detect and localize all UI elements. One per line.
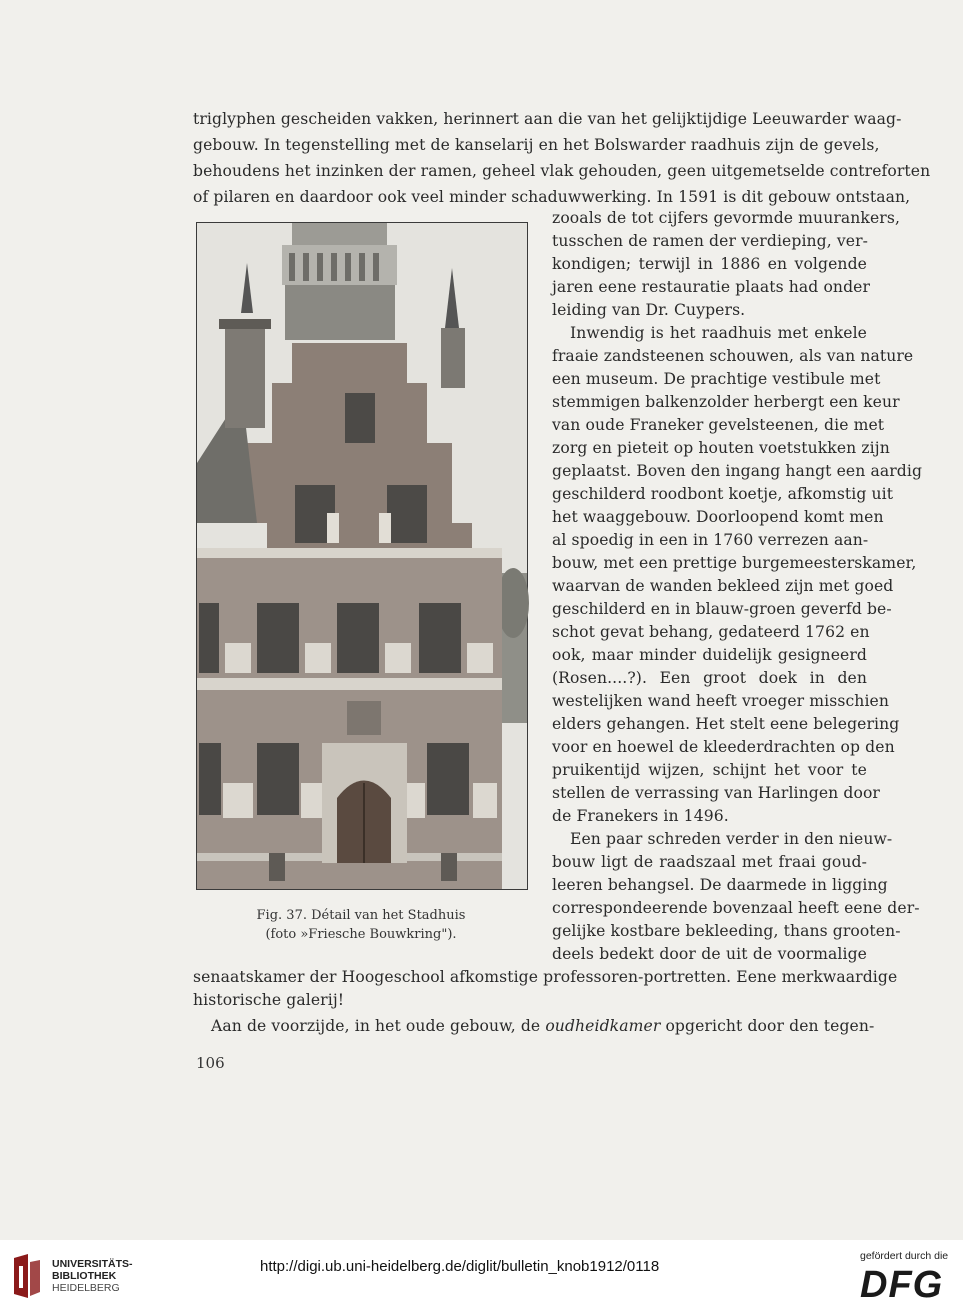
body-text-line: van oude Franeker gevelsteenen, die met xyxy=(552,416,885,434)
body-text-line: correspondeerende bovenzaal heeft eene der- xyxy=(552,899,920,917)
body-text-line: Inwendig is het raadhuis met enkele xyxy=(570,324,867,342)
body-text-line: gelijke kostbare bekleeding, thans grooten- xyxy=(552,922,901,940)
body-text-line: triglyphen gescheiden vakken, herinnert aan die van het gelijktijdige Leeuwarder waag- xyxy=(193,110,902,128)
body-text-line: zorg en pieteit op houten voetstukken zijn xyxy=(552,439,890,457)
body-text-line: Een paar schreden verder in den nieuw- xyxy=(570,830,893,848)
body-text-line: ook, maar minder duidelijk gesigneerd xyxy=(552,646,867,664)
body-text-line: een museum. De prachtige vestibule met xyxy=(552,370,881,388)
body-text-line: waarvan de wanden bekleed zijn met goed xyxy=(552,577,894,595)
body-text-line: stemmigen balkenzolder herbergt een keur xyxy=(552,393,900,411)
digitization-footer xyxy=(0,1240,963,1312)
body-text-line: bouw, met een prettige burgemeesterskamer, xyxy=(552,554,917,572)
library-name xyxy=(52,1258,133,1294)
body-text-line: of pilaren en daardoor ook veel minder schaduwwerking. In 1591 is dit gebouw ontstaan, xyxy=(193,188,911,206)
body-text-line: de Franekers in 1496. xyxy=(552,807,729,825)
body-text-line: jaren eene restauratie plaats had onder xyxy=(552,278,871,296)
figure-caption-line-2: (foto »Friesche Bouwkring"). xyxy=(265,927,457,942)
body-text-line: historische galerij! xyxy=(193,991,345,1009)
body-text-line: leiding van Dr. Cuypers. xyxy=(552,301,746,319)
body-text-line: voor en hoewel de kleederdrachten op den xyxy=(552,738,895,756)
body-text-line: leeren behangsel. De daarmede in ligging xyxy=(552,876,888,894)
body-text-line: zooals de tot cijfers gevormde muurankers, xyxy=(552,209,901,227)
library-name-line-1: UNIVERSITÄTS- xyxy=(52,1258,133,1270)
body-text-line: fraaie zandsteenen schouwen, als van nature xyxy=(552,347,914,365)
body-text-line-last: Aan de voorzijde, in het oude gebouw, de oudheidkamer opgericht door den tegen- xyxy=(211,1017,875,1035)
body-text-line: schot gevat behang, gedateerd 1762 en xyxy=(552,623,870,641)
body-text-line: geschilderd roodbont koetje, afkomstig uit xyxy=(552,485,894,503)
body-text-line: bouw ligt de raadszaal met fraai goud- xyxy=(552,853,867,871)
body-text-line: het waaggebouw. Doorloopend komt men xyxy=(552,508,884,526)
heidelberg-library-logo-icon xyxy=(10,1252,44,1302)
body-text-line: stellen de verrassing van Harlingen door xyxy=(552,784,880,802)
body-text-line: gebouw. In tegenstelling met de kanselarij en het Bolswarder raadhuis zijn de gevels, xyxy=(193,136,880,154)
body-text-line: al spoedig in een in 1760 verrezen aan- xyxy=(552,531,869,549)
body-text-line: (Rosen....?). Een groot doek in den xyxy=(552,669,867,687)
library-name-line-2: BIBLIOTHEK xyxy=(52,1270,117,1282)
page-number: 106 xyxy=(196,1054,225,1072)
stadhuis-photo xyxy=(196,222,528,890)
dfg-logo: DFG xyxy=(860,1264,944,1306)
body-text-line: tusschen de ramen der verdieping, ver- xyxy=(552,232,869,250)
body-text-line: elders gehangen. Het stelt eene belegering xyxy=(552,715,900,733)
body-text-line: kondigen; terwijl in 1886 en volgende xyxy=(552,255,867,273)
funding-label: gefördert durch die xyxy=(860,1250,949,1262)
body-text-line: senaatskamer der Hoogeschool afkomstige professoren-portretten. Eene merkwaardige xyxy=(193,968,898,986)
body-text-line: behoudens het inzinken der ramen, geheel vlak gehouden, geen uitgemetselde contreforten xyxy=(193,162,931,180)
library-name-line-3: HEIDELBERG xyxy=(52,1282,120,1294)
permalink-url[interactable]: http://digi.ub.uni-heidelberg.de/diglit/bulletin_knob1912/0118 xyxy=(260,1258,660,1275)
body-text-line: deels bedekt door de uit de voormalige xyxy=(552,945,867,963)
body-text-line: pruikentijd wijzen, schijnt het voor te xyxy=(552,761,867,779)
figure-caption-line-1: Fig. 37. Détail van het Stadhuis xyxy=(256,908,466,923)
body-text-line: geschilderd en in blauw-groen geverfd be- xyxy=(552,600,892,618)
body-text-line: geplaatst. Boven den ingang hangt een aardig xyxy=(552,462,923,480)
body-text-line: westelijken wand heeft vroeger misschien xyxy=(552,692,889,710)
